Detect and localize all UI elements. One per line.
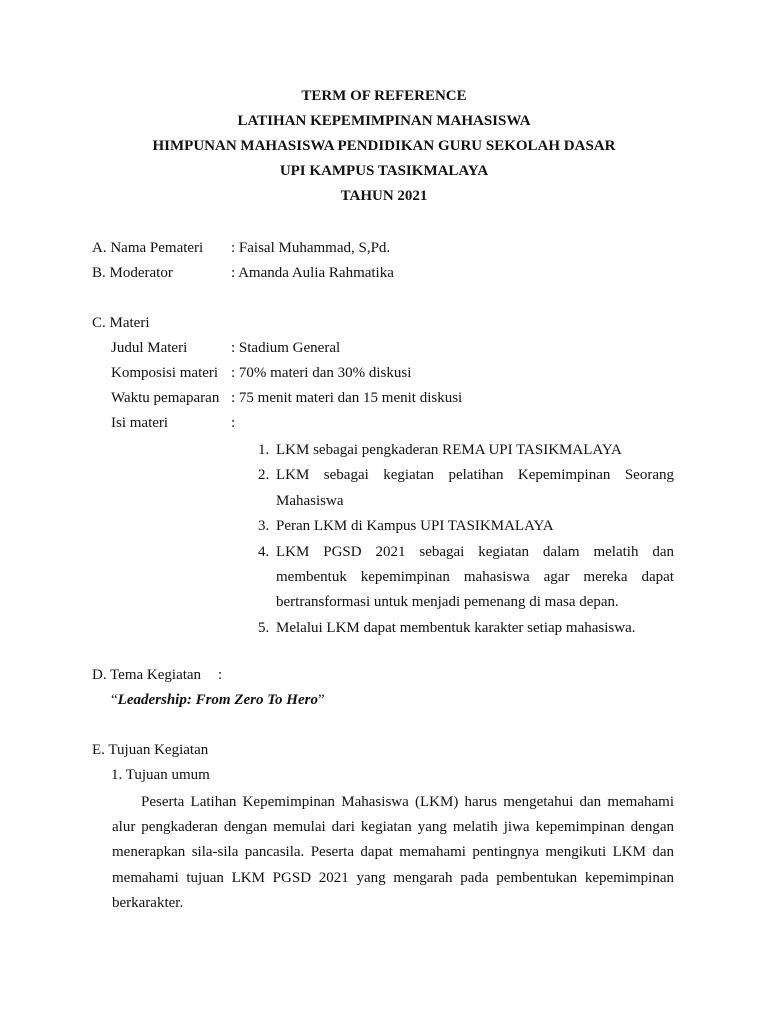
list-item [258,514,674,539]
list-item [258,438,674,463]
title-line-4: UPI KAMPUS TASIKMALAYA [279,163,489,179]
tujuan-umum-label: 1. Tujuan umum [111,767,210,783]
judul-materi-value: : Stadium General [231,340,341,356]
quote-close: ” [317,692,325,708]
list-item-number: 4. [258,543,270,560]
title-line-5: TAHUN 2021 [340,188,428,204]
list-item-number: 5. [258,619,270,636]
moderator-label: B. Moderator [92,265,173,281]
nama-pemateri-label: A. Nama Pemateri [92,240,204,256]
materi-label: C. Materi [92,315,150,331]
waktu-pemaparan-value: : 75 menit materi dan 15 menit diskusi [231,390,463,406]
list-item-text: Peran LKM di Kampus UPI TASIKMALAYA [276,518,554,535]
list-item-number: 1. [258,442,270,458]
list-item [258,463,674,514]
list-item-text: Melalui LKM dapat membentuk karakter setiap mahasiswa. [276,619,636,636]
tujuan-kegiatan-label: E. Tujuan Kegiatan [92,742,209,758]
komposisi-materi-value: : 70% materi dan 30% diskusi [231,365,412,381]
judul-materi-label: Judul Materi [111,340,188,356]
title-line-1: TERM OF REFERENCE [301,88,467,104]
paragraph-text: Peserta Latihan Kepemimpinan Mahasiswa (LKM) harus mengetahui dan memahami alur pengkaderan dengan memulai dari kegiatan yang melatih jiwa kepemimpinan dengan menerapkan sila-sila pancasila. Peserta dapat memahami pentingnya mengikuti LKM dan memahami tujuan LKM PGSD 2021 yang mengarah pada pembentukan kepemimpinan berkarakter. [112,794,674,911]
nama-pemateri-value: : Faisal Muhammad, S,Pd. [231,240,391,256]
tema-kegiatan-label: D. Tema Kegiatan [92,667,202,683]
tema-title: Leadership: From Zero To Hero [117,692,318,708]
list-item-number: 3. [258,518,270,535]
tujuan-umum-paragraph [112,790,674,916]
tema-kegiatan-colon: : [218,667,223,683]
title-line-3: HIMPUNAN MAHASISWA PENDIDIKAN GURU SEKOLAH DASAR [152,138,616,154]
list-item-text: LKM sebagai pengkaderan REMA UPI TASIKMALAYA [276,442,622,458]
quote-open: “ [111,692,118,708]
list-item-text: LKM sebagai kegiatan pelatihan Kepemimpinan Seorang Mahasiswa [276,467,674,509]
list-item [258,616,674,641]
waktu-pemaparan-label: Waktu pemaparan [111,390,220,406]
document-title [0,86,768,211]
isi-materi-colon: : [231,415,236,431]
list-item-number: 2. [258,467,270,484]
list-item-text: LKM PGSD 2021 sebagai kegiatan dalam melatih dan membentuk kepemimpinan mahasiswa agar mereka dapat bertransformasi untuk menjadi pemenang di masa depan. [276,543,674,611]
moderator-value: : Amanda Aulia Rahmatika [231,265,394,281]
title-line-2: LATIHAN KEPEMIMPINAN MAHASISWA [237,113,531,129]
komposisi-materi-label: Komposisi materi [111,365,219,381]
isi-materi-list [258,438,674,641]
isi-materi-label: Isi materi [111,415,169,431]
list-item [258,540,674,616]
